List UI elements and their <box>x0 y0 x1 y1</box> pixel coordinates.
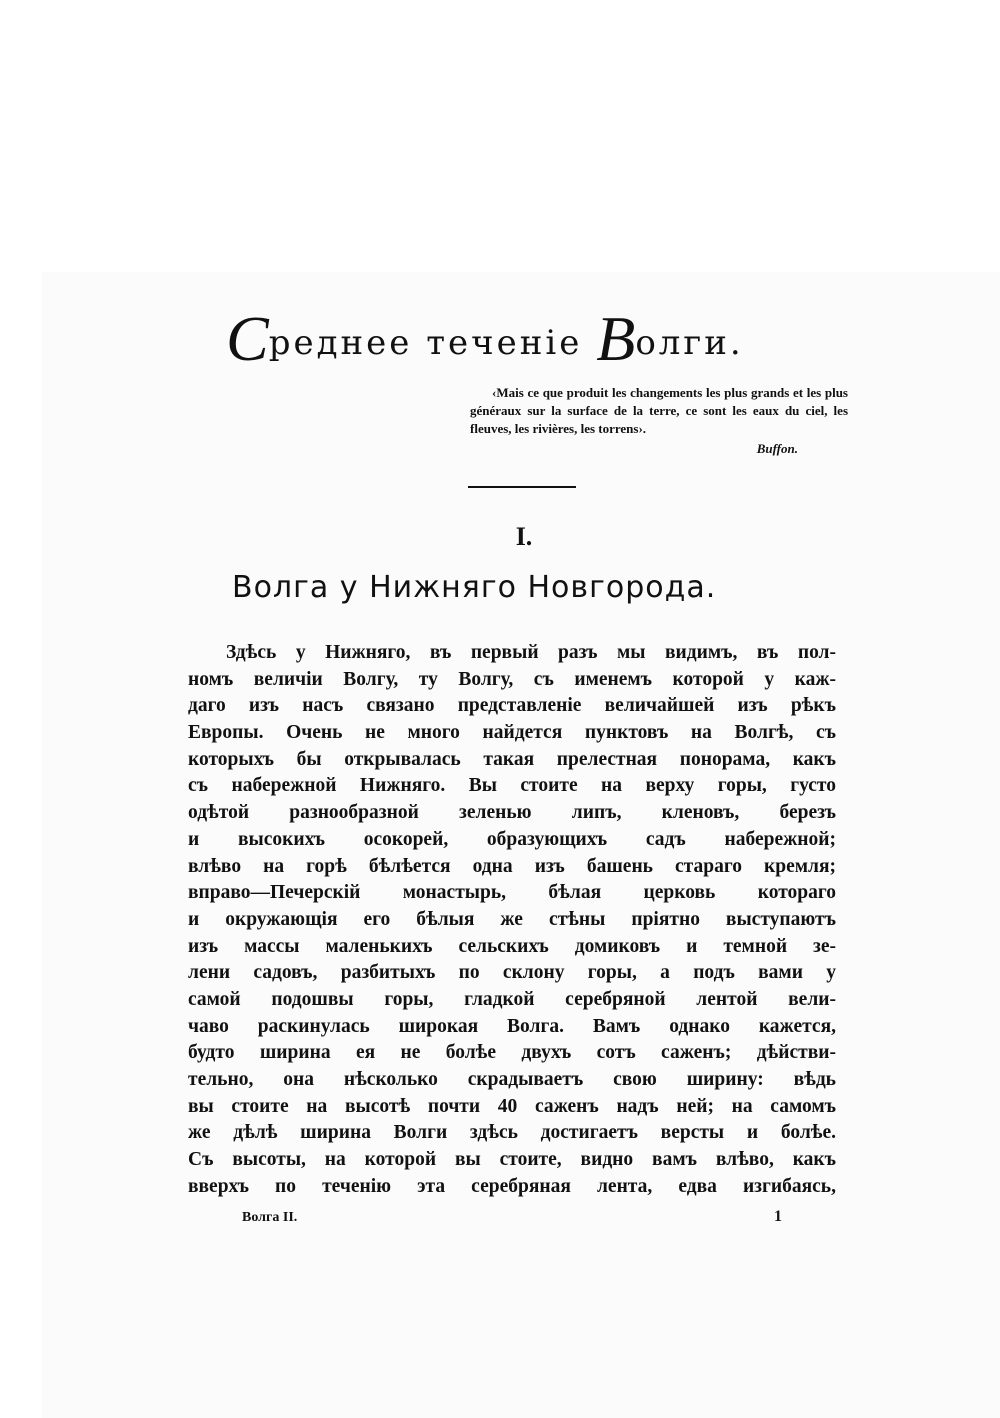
text-line: лени садовъ, разбитыхъ по склону горы, а подъ вами у <box>188 962 836 984</box>
text-line: одѣтой разнообразной зеленью липъ, кленовъ, березъ <box>188 802 836 824</box>
text-line: тельно, она нѣсколько скрадываетъ свою ширину: вѣдь <box>188 1069 836 1090</box>
title-initial-2: В <box>596 303 636 374</box>
page-title <box>226 302 846 372</box>
text-line: чаво раскинулась широкая Волга. Вамъ однако кажется, <box>188 1015 836 1037</box>
text-line: даго изъ насъ связано представленіе величайшей изъ рѣкъ <box>188 695 836 717</box>
text-line: номъ величіи Волгу, ту Волгу, съ именемъ которой у каж- <box>188 668 836 690</box>
chapter-title: Волга у Нижняго Новгорода. <box>232 570 717 605</box>
body-paragraph <box>188 640 836 1200</box>
text-line: вы стоите на высотѣ почти 40 саженъ надъ ней; на самомъ <box>188 1095 836 1117</box>
text-line: которыхъ бы открывалась такая прелестная понорама, какъ <box>188 748 836 770</box>
title-rest: реднее теченіе <box>268 323 597 363</box>
footer-signature: Волга II. <box>242 1210 298 1225</box>
text-line: и окружающія его бѣлыя же стѣны пріятно выступаютъ <box>188 908 836 930</box>
text-line: вверхъ по теченію эта серебряная лента, едва изгибаясь, <box>188 1175 836 1197</box>
text-line: вправо—Печерскій монастырь, бѣлая церковь котораго <box>188 882 836 904</box>
text-line: же дѣлѣ ширина Волги здѣсь достигаетъ версты и болѣе. <box>188 1122 836 1144</box>
text-line: Здѣсь у Нижняго, въ первый разъ мы видимъ, въ пол- <box>226 642 836 663</box>
epigraph-text: ‹Mais ce que produit les changements les plus grands et les plus généraux sur la surface de la terre, ce sont les eaux du ciel, les fleuves, les rivières, les torrens›. <box>470 385 848 436</box>
chapter-number: I. <box>515 522 533 551</box>
text-line: съ набережной Нижняго. Вы стоите на верху горы, густо <box>188 775 836 797</box>
section-divider <box>468 486 576 488</box>
text-line: и высокихъ осокорей, образующихъ садъ набережной; <box>188 828 836 850</box>
text-line: Европы. Очень не много найдется пунктовъ на Волгѣ, съ <box>188 722 836 744</box>
page-number: 1 <box>774 1208 782 1225</box>
title-rest-2: олги. <box>635 323 744 363</box>
text-line: изъ массы маленькихъ сельскихъ домиковъ и темной зе- <box>188 935 836 957</box>
epigraph-author: Buffon. <box>756 441 798 456</box>
epigraph <box>470 384 848 458</box>
text-line: самой подошвы горы, гладкой серебряной лентой вели- <box>188 988 836 1010</box>
text-line: влѣво на горѣ бѣлѣется одна изъ башень стараго кремля; <box>188 855 836 877</box>
title-initial: С <box>226 303 269 374</box>
text-line: Съ высоты, на которой вы стоите, видно вамъ влѣво, какъ <box>188 1149 836 1171</box>
text-line: будто ширина ея не болѣе двухъ сотъ саженъ; дѣйстви- <box>188 1042 836 1064</box>
